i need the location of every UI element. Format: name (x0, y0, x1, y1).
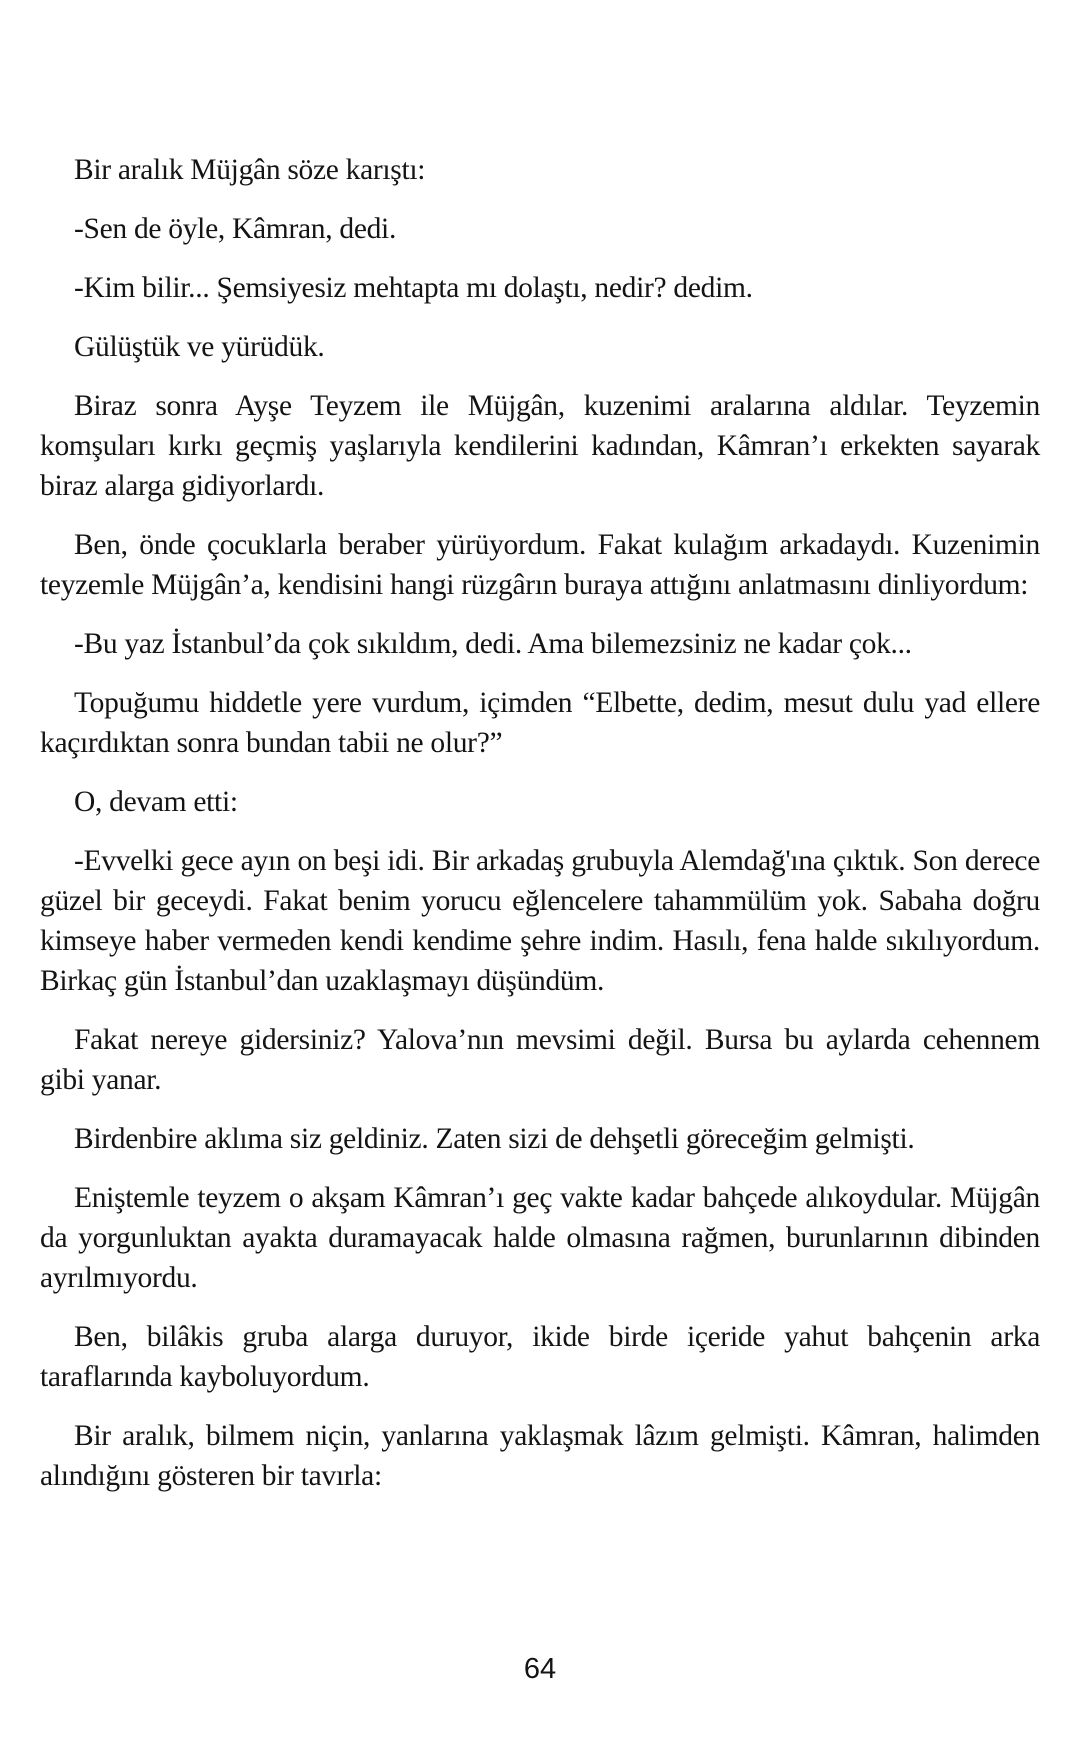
paragraph: Bir aralık Müjgân söze karıştı: (74, 154, 426, 186)
paragraph: Ben, önde çocuklarla beraber yürüyordum. Fakat kulağım arkadaydı. Kuzenimin teyzemle Müjgân’a, kendisini hangi rüzgârın buraya attığını anlatmasını dinliyordum: (40, 529, 1040, 601)
paragraph: Birdenbire aklıma siz geldiniz. Zaten sizi de dehşetli göreceğim gelmişti. (74, 1123, 915, 1155)
paragraph: Gülüştük ve yürüdük. (74, 331, 325, 363)
paragraph: Ben, bilâkis gruba alarga duruyor, ikide birde içeride yahut bahçenin arka taraflarında kayboluyordum. (40, 1321, 1040, 1393)
paragraph: O, devam etti: (74, 786, 238, 818)
paragraph: -Bu yaz İstanbul’da çok sıkıldım, dedi. Ama bilemezsiniz ne kadar çok... (74, 628, 912, 660)
paragraph: Bir aralık, bilmem niçin, yanlarına yaklaşmak lâzım gelmişti. Kâmran, halimden alındığını gösteren bir tavırla: (40, 1420, 1040, 1492)
paragraph: -Sen de öyle, Kâmran, dedi. (74, 213, 397, 245)
page-body (40, 150, 1040, 1515)
paragraph: -Evvelki gece ayın on beşi idi. Bir arkadaş grubuyla Alemdağ'ına çıktık. Son derece güzel bir geceydi. Fakat benim yorucu eğlencelere tahammülüm yok. Sabaha doğru kimseye haber vermeden kendi kendime şehre indim. Hasılı, fena halde sıkılıyordum. Birkaç gün İstanbul’dan uzaklaşmayı düşündüm. (40, 845, 1040, 997)
page-number: 64 (523, 1653, 557, 1685)
paragraph: Topuğumu hiddetle yere vurdum, içimden “Elbette, dedim, mesut dulu yad ellere kaçırdıktan sonra bundan tabii ne olur?” (40, 687, 1040, 759)
paragraph: Eniştemle teyzem o akşam Kâmran’ı geç vakte kadar bahçede alıkoydular. Müjgân da yorgunluktan ayakta duramayacak halde olmasına rağmen, burunlarının dibinden ayrılmıyordu. (40, 1182, 1040, 1294)
paragraph: Fakat nereye gidersiniz? Yalova’nın mevsimi değil. Bursa bu aylarda cehennem gibi yanar. (40, 1024, 1040, 1096)
paragraph: -Kim bilir... Şemsiyesiz mehtapta mı dolaştı, nedir? dedim. (74, 272, 753, 304)
paragraph: Biraz sonra Ayşe Teyzem ile Müjgân, kuzenimi aralarına aldılar. Teyzemin komşuları kırkı geçmiş yaşlarıyla kendilerini kadından, Kâmran’ı erkekten sayarak biraz alarga gidiyorlardı. (40, 390, 1040, 502)
